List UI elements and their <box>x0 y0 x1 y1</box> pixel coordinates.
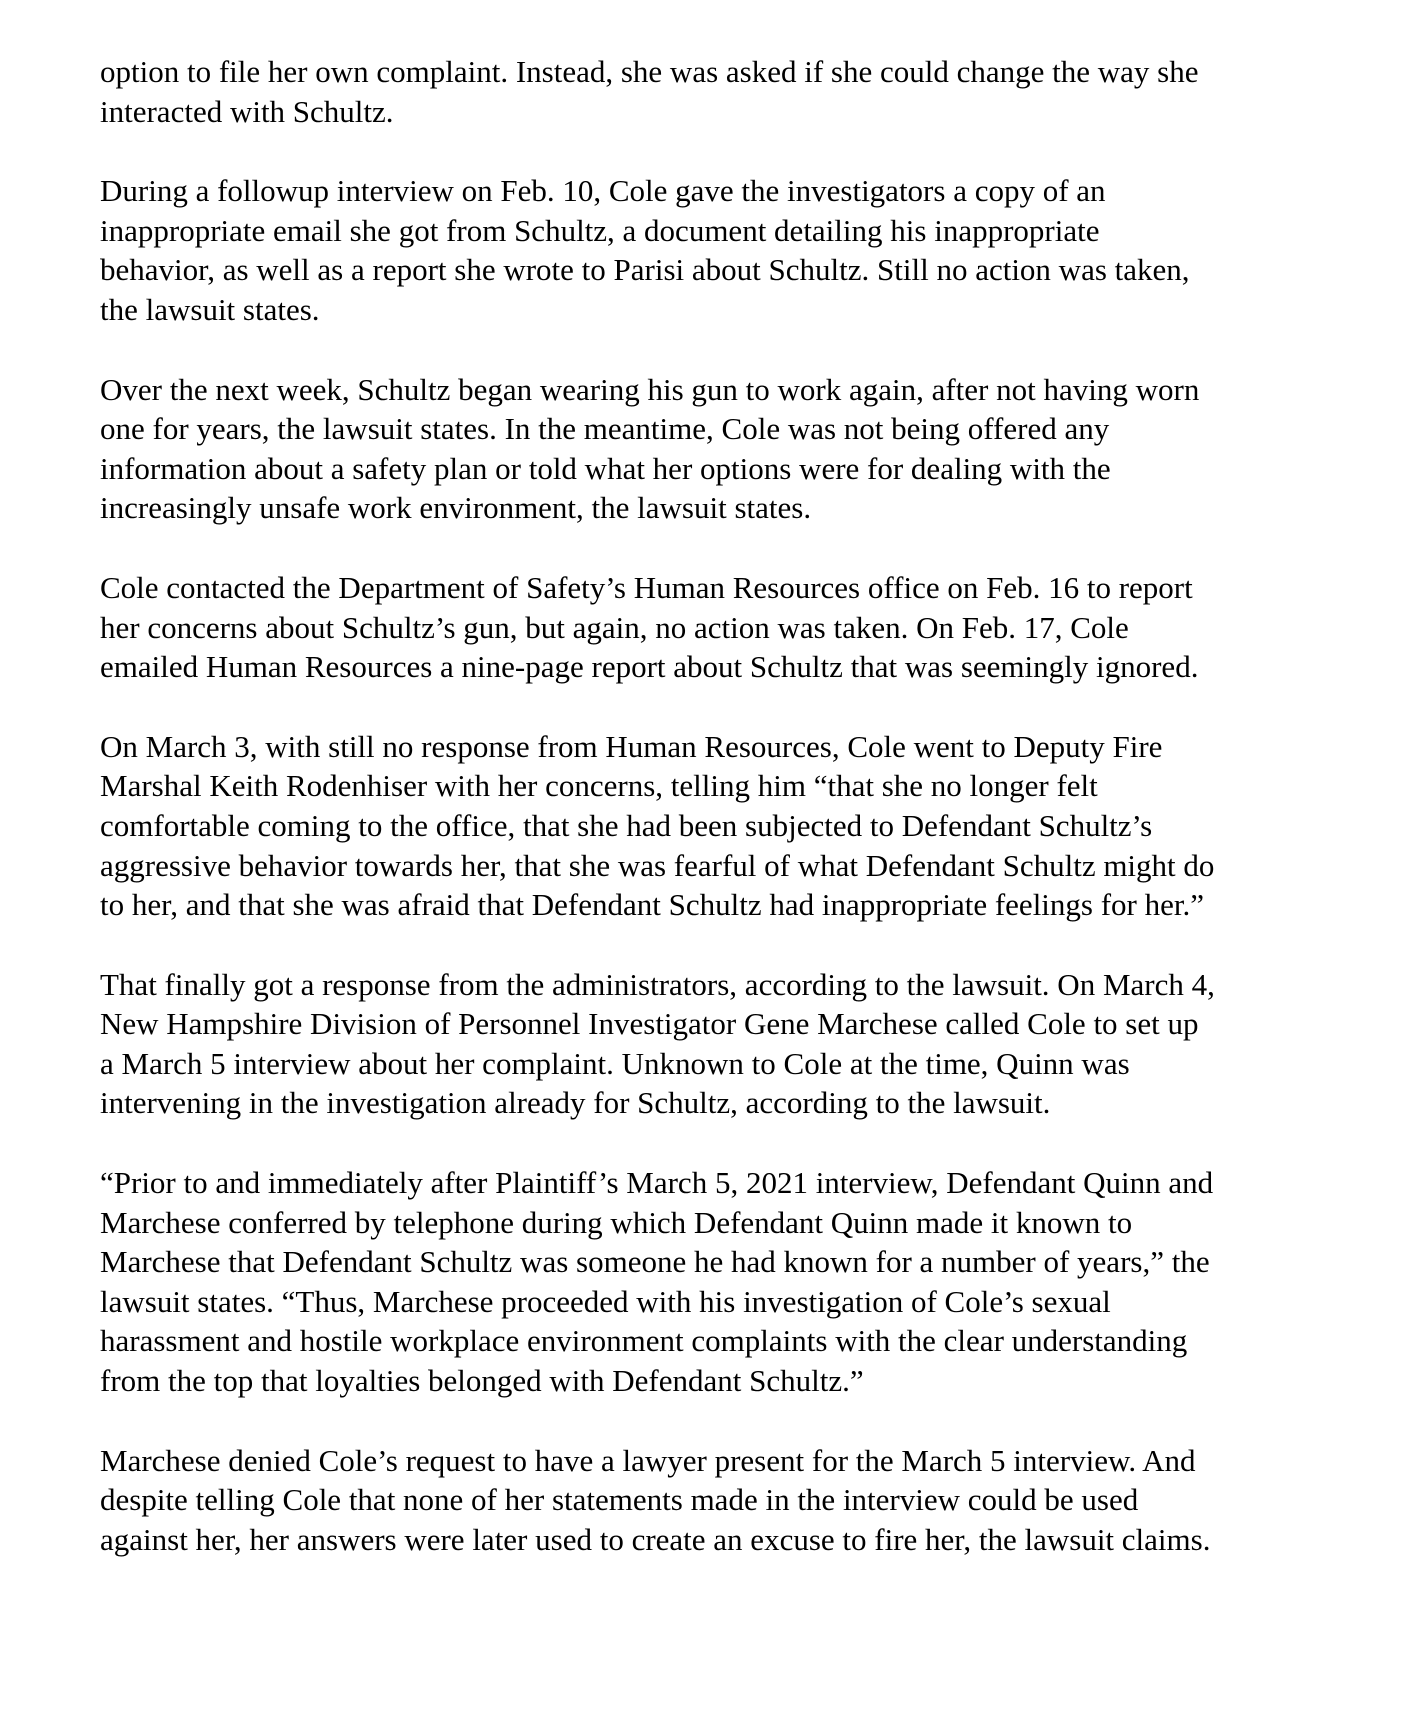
paragraph-2 <box>100 171 1340 329</box>
text-line: inappropriate email she got from Schultz, a document detailing his inappropriate <box>100 212 1100 248</box>
text-line: against her, her answers were later used to create an excuse to fire her, the lawsuit claims. <box>100 1521 1211 1557</box>
paragraph-4 <box>100 568 1340 687</box>
paragraph-3 <box>100 370 1340 528</box>
text-line: emailed Human Resources a nine-page report about Schultz that was seemingly ignored. <box>100 649 1199 685</box>
text-line: to her, and that she was afraid that Defendant Schultz had inappropriate feelings for her.” <box>100 887 1205 923</box>
text-line: Over the next week, Schultz began wearing his gun to work again, after not having worn <box>100 371 1200 407</box>
text-line: one for years, the lawsuit states. In the meantime, Cole was not being offered any <box>100 411 1110 447</box>
article-body <box>100 52 1340 1599</box>
text-line: comfortable coming to the office, that she had been subjected to Defendant Schultz’s <box>100 807 1153 843</box>
text-line: “Prior to and immediately after Plaintiff’s March 5, 2021 interview, Defendant Quinn and <box>100 1165 1214 1201</box>
text-line: the lawsuit states. <box>100 291 320 327</box>
text-line: interacted with Schultz. <box>100 93 394 129</box>
paragraph-6 <box>100 965 1340 1123</box>
text-line: During a followup interview on Feb. 10, Cole gave the investigators a copy of an <box>100 173 1106 209</box>
text-line: New Hampshire Division of Personnel Investigator Gene Marchese called Cole to set up <box>100 1006 1199 1042</box>
text-line: from the top that loyalties belonged with Defendant Schultz.” <box>100 1363 864 1399</box>
paragraph-1 <box>100 52 1340 131</box>
paragraph-5 <box>100 727 1340 925</box>
text-line: increasingly unsafe work environment, the lawsuit states. <box>100 490 812 526</box>
text-line: her concerns about Schultz’s gun, but again, no action was taken. On Feb. 17, Cole <box>100 609 1129 645</box>
text-line: information about a safety plan or told what her options were for dealing with the <box>100 450 1111 486</box>
text-line: Marshal Keith Rodenhiser with her concerns, telling him “that she no longer felt <box>100 768 1098 804</box>
text-line: a March 5 interview about her complaint. Unknown to Cole at the time, Quinn was <box>100 1045 1130 1081</box>
paragraph-7 <box>100 1163 1340 1401</box>
paragraph-8 <box>100 1441 1340 1560</box>
text-line: On March 3, with still no response from Human Resources, Cole went to Deputy Fire <box>100 728 1163 764</box>
text-line: Marchese denied Cole’s request to have a lawyer present for the March 5 interview. And <box>100 1442 1196 1478</box>
text-line: despite telling Cole that none of her statements made in the interview could be used <box>100 1482 1139 1518</box>
text-line: behavior, as well as a report she wrote to Parisi about Schultz. Still no action was taken, <box>100 252 1190 288</box>
text-line: lawsuit states. “Thus, Marchese proceeded with his investigation of Cole’s sexual <box>100 1283 1111 1319</box>
text-line: harassment and hostile workplace environment complaints with the clear understanding <box>100 1323 1188 1359</box>
text-line: aggressive behavior towards her, that she was fearful of what Defendant Schultz might do <box>100 847 1215 883</box>
text-line: intervening in the investigation already for Schultz, according to the lawsuit. <box>100 1085 1051 1121</box>
text-line: That finally got a response from the administrators, according to the lawsuit. On March 4, <box>100 966 1215 1002</box>
text-line: Marchese conferred by telephone during which Defendant Quinn made it known to <box>100 1204 1133 1240</box>
text-line: Cole contacted the Department of Safety’s Human Resources office on Feb. 16 to report <box>100 569 1193 605</box>
text-line: Marchese that Defendant Schultz was someone he had known for a number of years,” the <box>100 1244 1210 1280</box>
text-line: option to file her own complaint. Instead, she was asked if she could change the way she <box>100 54 1199 89</box>
